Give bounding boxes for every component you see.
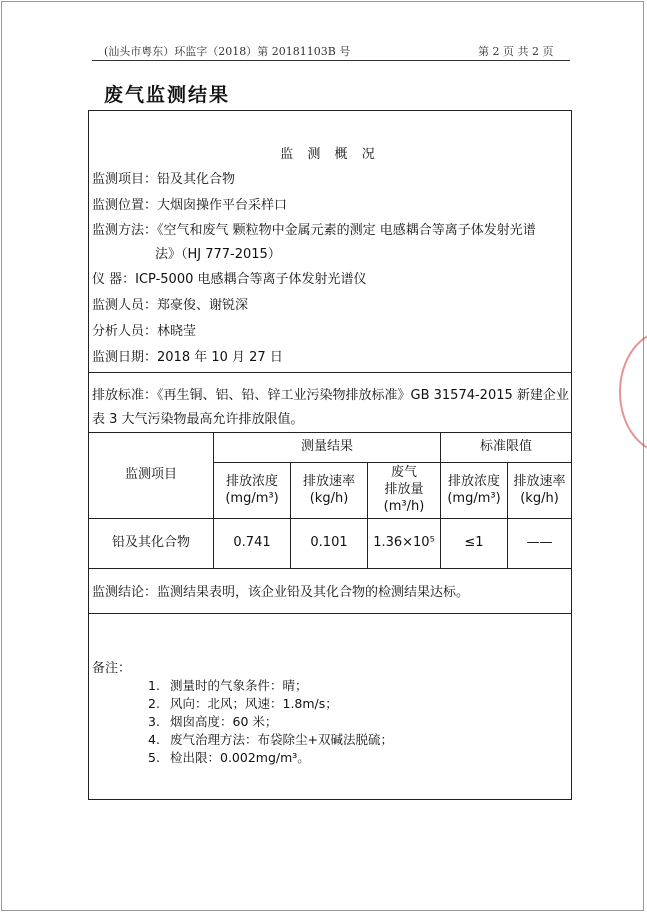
list-item: 5. 检出限：0.002mg/m³。 xyxy=(148,750,310,765)
cell-conc: 0.741 xyxy=(214,519,291,569)
monitor-date: 监测日期：2018 年 10 月 27 日 xyxy=(92,350,283,365)
standard-line1: 排放标准：《再生铜、铝、铅、锌工业污染物排放标准》GB 31574-2015 新建企业 xyxy=(92,388,569,403)
header-rule xyxy=(92,60,570,61)
monitor-item: 监测项目：铅及其化合物 xyxy=(92,172,236,187)
instrument: 仪 器：ICP-5000 电感耦合等离子体发射光谱仪 xyxy=(92,272,367,287)
remarks-list xyxy=(148,677,393,767)
report-number: (汕头市粤东）环监字（2018）第 20181103B 号 xyxy=(104,45,351,58)
cell-limit-conc: ≤1 xyxy=(441,519,508,569)
col-item-header: 监测项目 xyxy=(89,433,214,519)
remarks-label: 备注： xyxy=(92,661,132,676)
group-limit-header: 标准限值 xyxy=(441,433,572,463)
group-measure-header: 测量结果 xyxy=(214,433,441,463)
header-limit-rate: 排放速率 (kg/h) xyxy=(508,463,572,519)
list-item: 1. 测量时的气象条件：晴； xyxy=(148,678,308,693)
analyst: 分析人员：林晓莹 xyxy=(92,324,197,339)
header-volume: 废气 排放量 (m³/h) xyxy=(368,463,441,519)
cell-limit-rate: —— xyxy=(508,519,572,569)
cell-rate: 0.101 xyxy=(291,519,368,569)
conclusion: 监测结论：监测结果表明，该企业铅及其化合物的检测结果达标。 xyxy=(92,585,470,600)
header-limit-conc: 排放浓度 (mg/m³) xyxy=(441,463,508,519)
monitor-method: 监测方法：《空气和废气 颗粒物中金属元素的测定 电感耦合等离子体发射光谱 xyxy=(92,223,536,238)
monitor-location: 监测位置：大烟囱操作平台采样口 xyxy=(92,198,288,213)
divider xyxy=(88,372,572,373)
page-title: 废气监测结果 xyxy=(104,84,231,106)
page-indicator: 第 2 页 共 2 页 xyxy=(478,45,554,58)
list-item: 4. 废气治理方法：布袋除尘+双碱法脱硫； xyxy=(148,732,393,747)
list-item: 2. 风向：北风；风速：1.8m/s； xyxy=(148,696,338,711)
table-row xyxy=(89,519,572,569)
cell-item: 铅及其化合物 xyxy=(89,519,214,569)
standard-line2: 表 3 大气污染物最高允许排放限值。 xyxy=(92,412,304,427)
header-rate: 排放速率 (kg/h) xyxy=(291,463,368,519)
monitor-personnel: 监测人员：郑豪俊、谢锐深 xyxy=(92,298,249,313)
results-table xyxy=(88,432,572,569)
divider xyxy=(88,613,572,614)
overview-heading: 监 测 概 况 xyxy=(280,147,380,162)
list-item: 3. 烟囱高度：60 米； xyxy=(148,714,278,729)
header-conc: 排放浓度 (mg/m³) xyxy=(214,463,291,519)
cell-volume: 1.36×10⁵ xyxy=(368,519,441,569)
monitor-method-cont: 法》（HJ 777-2015） xyxy=(155,247,281,262)
